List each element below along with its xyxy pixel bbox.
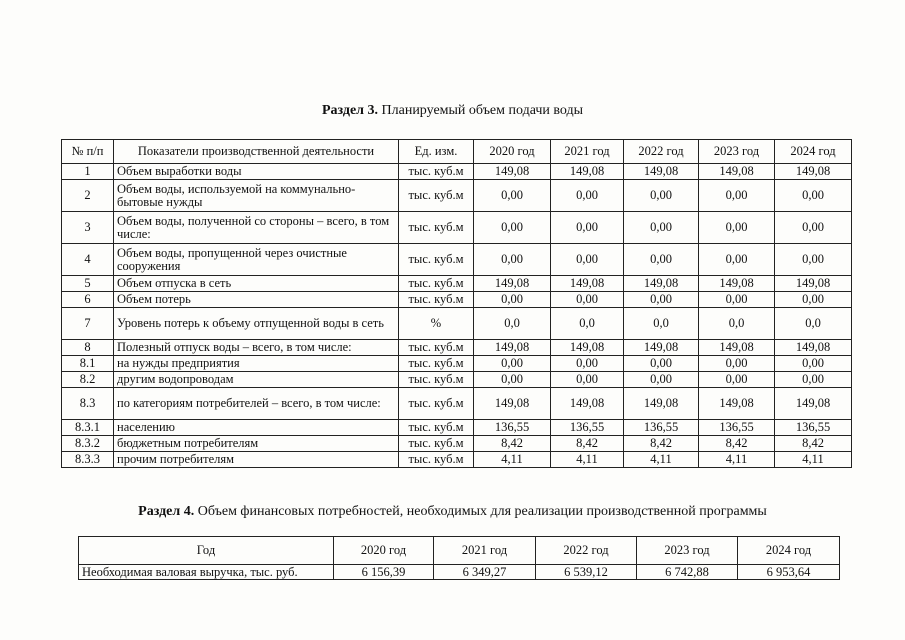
indicator-name: прочим потребителям [114,452,399,468]
value-cell: 0,00 [775,356,852,372]
row-number: 1 [62,164,114,180]
unit-cell: тыс. куб.м [399,420,474,436]
section4-title-text: Объем финансовых потребностей, необходимых для реализации производственной программы [194,504,767,519]
row-number: 3 [62,212,114,244]
unit-cell: тыс. куб.м [399,340,474,356]
value-cell: 0,00 [474,180,551,212]
value-cell: 0,00 [699,356,775,372]
unit-cell: тыс. куб.м [399,372,474,388]
value-cell: 4,11 [474,452,551,468]
value-cell: 8,42 [624,436,699,452]
revenue-2021: 6 349,27 [434,565,536,580]
value-cell: 4,11 [624,452,699,468]
value-cell: 149,08 [699,340,775,356]
section3-prefix: Раздел 3. [321,103,379,118]
unit-cell: тыс. куб.м [399,292,474,308]
value-cell: 0,00 [699,292,775,308]
value-cell: 0,00 [699,244,775,276]
value-cell: 0,00 [775,212,852,244]
value-cell: 149,08 [699,164,775,180]
row-number: 8 [62,340,114,356]
water-supply-table [61,139,852,468]
row-number: 6 [62,292,114,308]
section4-prefix: Раздел 4. [138,504,195,519]
revenue-2024: 6 953,64 [738,565,840,580]
indicator-name: другим водопроводам [114,372,399,388]
indicator-name: Объем воды, пропущенной через очистные сооружения [114,244,399,276]
indicator-name: Объем воды, используемой на коммунально-бытовые нужды [114,180,399,212]
indicator-name: населению [114,420,399,436]
value-cell: 0,00 [699,372,775,388]
value-cell: 0,00 [551,372,624,388]
header-2020: 2020 год [474,140,551,164]
value-cell: 149,08 [699,388,775,420]
value-cell: 0,0 [474,308,551,340]
row-number: 4 [62,244,114,276]
row-number: 8.3.3 [62,452,114,468]
value-cell: 0,00 [474,212,551,244]
unit-cell: % [399,308,474,340]
table-row [62,356,852,372]
value-cell: 4,11 [699,452,775,468]
table-row [62,420,852,436]
value-cell: 149,08 [775,388,852,420]
value-cell: 0,0 [699,308,775,340]
row-number: 8.3.2 [62,436,114,452]
row-number: 7 [62,308,114,340]
table-row [62,452,852,468]
value-cell: 0,00 [624,372,699,388]
header-2021: 2021 год [551,140,624,164]
value-cell: 149,08 [624,340,699,356]
indicator-name: Объем отпуска в сеть [114,276,399,292]
unit-cell: тыс. куб.м [399,356,474,372]
value-cell: 0,00 [551,244,624,276]
value-cell: 4,11 [551,452,624,468]
value-cell: 0,00 [699,212,775,244]
unit-cell: тыс. куб.м [399,164,474,180]
unit-cell: тыс. куб.м [399,180,474,212]
value-cell: 0,00 [474,292,551,308]
value-cell: 8,42 [775,436,852,452]
unit-cell: тыс. куб.м [399,436,474,452]
header-year: Год [79,537,334,565]
table-row [62,244,852,276]
value-cell: 0,00 [699,180,775,212]
value-cell: 0,00 [624,212,699,244]
header-num: № п/п [62,140,114,164]
row-number: 5 [62,276,114,292]
indicator-name: Уровень потерь к объему отпущенной воды в сеть [114,308,399,340]
value-cell: 0,0 [551,308,624,340]
value-cell: 149,08 [474,164,551,180]
indicator-name: Объем воды, полученной со стороны – всего, в том числе: [114,212,399,244]
value-cell: 0,00 [624,356,699,372]
value-cell: 0,0 [624,308,699,340]
section4-title [0,504,905,520]
row-number: 8.1 [62,356,114,372]
value-cell: 8,42 [474,436,551,452]
row-number: 8.2 [62,372,114,388]
header-2022: 2022 год [624,140,699,164]
value-cell: 149,08 [775,164,852,180]
value-cell: 149,08 [775,340,852,356]
value-cell: 4,11 [775,452,852,468]
value-cell: 0,00 [474,356,551,372]
header-2022: 2022 год [536,537,637,565]
value-cell: 0,00 [624,244,699,276]
value-cell: 0,00 [624,292,699,308]
value-cell: 0,00 [551,212,624,244]
value-cell: 136,55 [624,420,699,436]
value-cell: 149,08 [551,164,624,180]
row-number: 2 [62,180,114,212]
revenue-label: Необходимая валовая выручка, тыс. руб. [79,565,334,580]
table-row [62,308,852,340]
header-unit: Ед. изм. [399,140,474,164]
revenue-2023: 6 742,88 [637,565,738,580]
header-2021: 2021 год [434,537,536,565]
header-2023: 2023 год [699,140,775,164]
table-row [62,340,852,356]
row-number: 8.3 [62,388,114,420]
value-cell: 149,08 [699,276,775,292]
indicator-name: Объем потерь [114,292,399,308]
value-cell: 8,42 [551,436,624,452]
header-2023: 2023 год [637,537,738,565]
unit-cell: тыс. куб.м [399,388,474,420]
value-cell: 0,00 [474,372,551,388]
indicator-name: по категориям потребителей – всего, в том числе: [114,388,399,420]
value-cell: 149,08 [551,388,624,420]
value-cell: 0,0 [775,308,852,340]
value-cell: 0,00 [775,180,852,212]
value-cell: 0,00 [551,292,624,308]
table-row [62,388,852,420]
table-row [62,436,852,452]
value-cell: 0,00 [775,244,852,276]
value-cell: 149,08 [474,388,551,420]
table-row [62,212,852,244]
value-cell: 149,08 [624,276,699,292]
value-cell: 0,00 [775,292,852,308]
unit-cell: тыс. куб.м [399,212,474,244]
table-row [79,565,840,580]
value-cell: 136,55 [699,420,775,436]
value-cell: 136,55 [775,420,852,436]
value-cell: 0,00 [775,372,852,388]
financial-needs-table [78,536,840,580]
section3-title [0,103,905,119]
value-cell: 0,00 [551,356,624,372]
table-row [62,164,852,180]
revenue-2022: 6 539,12 [536,565,637,580]
value-cell: 149,08 [474,276,551,292]
value-cell: 8,42 [699,436,775,452]
header-2024: 2024 год [738,537,840,565]
unit-cell: тыс. куб.м [399,276,474,292]
table-row [62,372,852,388]
table-row [62,180,852,212]
header-2020: 2020 год [334,537,434,565]
value-cell: 149,08 [624,164,699,180]
row-number: 8.3.1 [62,420,114,436]
value-cell: 136,55 [474,420,551,436]
table-row [62,292,852,308]
section3-title-text: Планируемый объем подачи воды [378,103,584,118]
value-cell: 149,08 [551,276,624,292]
value-cell: 0,00 [551,180,624,212]
indicator-name: на нужды предприятия [114,356,399,372]
indicator-name: Полезный отпуск воды – всего, в том числе: [114,340,399,356]
value-cell: 149,08 [775,276,852,292]
header-indicator: Показатели производственной деятельности [114,140,399,164]
unit-cell: тыс. куб.м [399,452,474,468]
revenue-2020: 6 156,39 [334,565,434,580]
value-cell: 0,00 [624,180,699,212]
value-cell: 0,00 [474,244,551,276]
value-cell: 149,08 [474,340,551,356]
value-cell: 136,55 [551,420,624,436]
table-header-row [62,140,852,164]
indicator-name: бюджетным потребителям [114,436,399,452]
indicator-name: Объем выработки воды [114,164,399,180]
value-cell: 149,08 [551,340,624,356]
value-cell: 149,08 [624,388,699,420]
header-2024: 2024 год [775,140,852,164]
table-header-row [79,537,840,565]
table-row [62,276,852,292]
unit-cell: тыс. куб.м [399,244,474,276]
